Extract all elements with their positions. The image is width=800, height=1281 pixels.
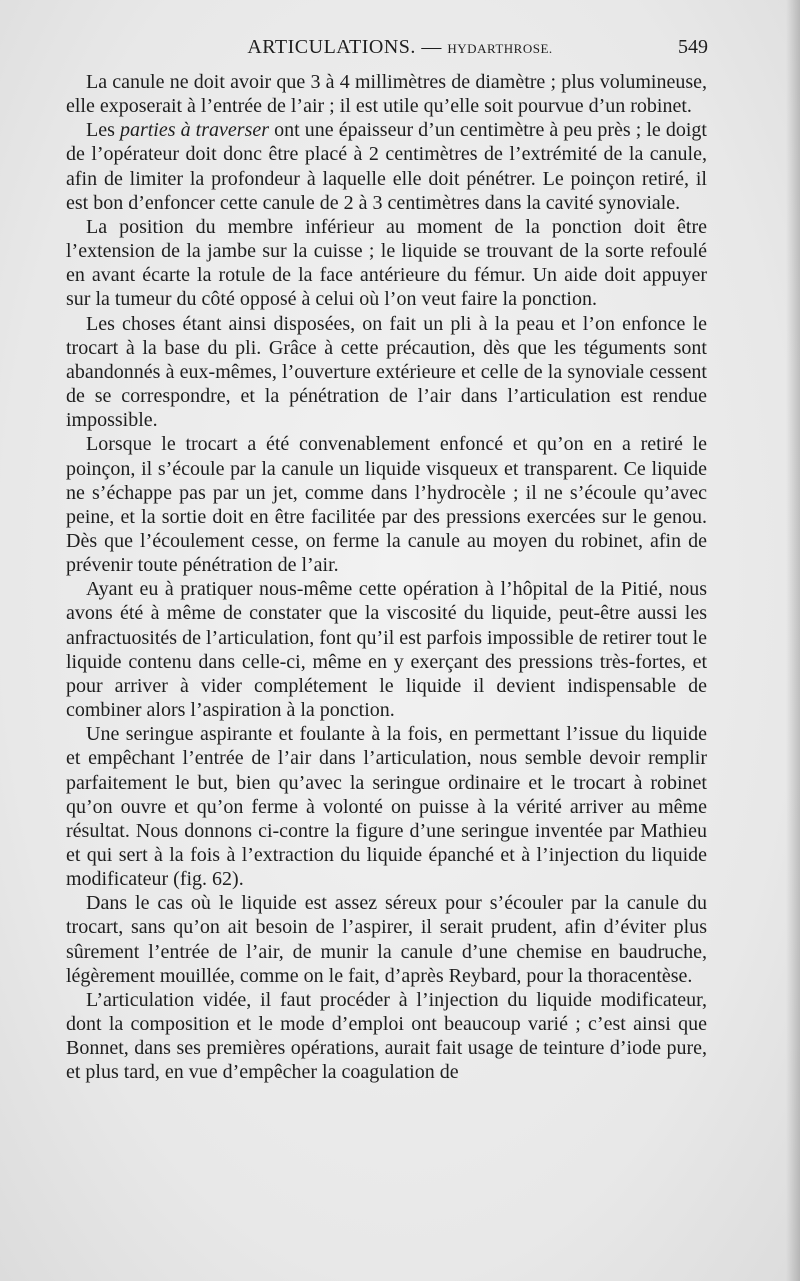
page-number: 549: [678, 36, 708, 58]
running-head-subtitle: HYDARTHROSE.: [447, 41, 553, 56]
running-head-title: ARTICULATIONS.: [247, 36, 416, 58]
paragraph-body-text: ont une épaisseur d’un centimètre à peu près ; le doigt de l’opérateur doit donc être placé à 2 centimètres de l’extrémité de la canule, afin de limiter la profondeur à laquelle elle doit pénétrer. Le poinçon retiré, il est bon d’enfoncer cette canule de 2 à 3 centimètres dans la cavité synoviale.: [66, 119, 707, 214]
paragraph-membre-position: La position du membre inférieur au moment de la ponction doit être l’extension de la jambe sur la cuisse ; le liquide se trouvant de la sorte refoulé en avant écarte la rotule de la face antérieure du fémur. Un aide doit appuyer sur la tumeur du côté opposé à celui où l’on veut faire la ponction.: [66, 215, 707, 311]
italic-term: parties à traverser: [119, 119, 270, 142]
page-header: [0, 36, 800, 62]
running-head-dash: —: [421, 36, 442, 58]
paragraph-pli-peau: Les choses étant ainsi disposées, on fait un pli à la peau et l’on enfonce le trocart à la base du pli. Grâce à cette précaution, dès que les téguments sont abandonnés à eux-mêmes, l’ouverture extérieure et celle de la synoviale cessent de se correspondre, et la pénétration de l’air dans l’articulation est rendue impossible.: [66, 312, 707, 432]
paragraph-injection-modificateur: L’articulation vidée, il faut procéder à l’injection du liquide modificateur, dont la composition et le mode d’emploi ont beaucoup varié ; c’est ainsi que Bonnet, dans ses premières opérations, aurait fait usage de teinture d’iode pure, et plus tard, en vue d’empêcher la coagulation de: [66, 988, 707, 1084]
page-edge-shadow: [786, 0, 800, 1281]
paragraph-parties-a-traverser: [66, 118, 707, 215]
paragraph-canule-diameter: La canule ne doit avoir que 3 à 4 millimètres de diamètre ; plus volumineuse, elle exposerait à l’entrée de l’air ; il est utile qu’elle soit pourvue d’un robinet.: [66, 71, 707, 118]
paragraph-hopital-pitie: Ayant eu à pratiquer nous-même cette opération à l’hôpital de la Pitié, nous avons été à même de constater que la viscosité du liquide, peut-être aussi les anfractuosités de l’articulation, font qu’il est parfois impossible de retirer tout le liquide contenu dans celle-ci, même en y exerçant des pressions très-fortes, et pour arriver à vider complétement le liquide il devient indispensable de combiner alors l’aspiration à la ponction.: [66, 578, 707, 722]
paragraph-lead-text: Les: [86, 119, 120, 142]
paragraph-trocart-enfonce: Lorsque le trocart a été convenablement enfoncé et qu’on en a retiré le poinçon, il s’écoule par la canule un liquide visqueux et transparent. Ce liquide ne s’échappe pas par un jet, comme dans l’hydrocèle ; il ne s’écoule qu’avec peine, et la sortie doit en être facilitée par des pressions exercées sur le genou. Dès que l’écoulement cesse, on ferme la canule au moyen du robinet, afin de prévenir toute pénétration de l’air.: [66, 433, 707, 577]
paragraph-seringue: Une seringue aspirante et foulante à la fois, en permettant l’issue du liquide et empêchant l’entrée de l’air dans l’articulation, nous semble devoir remplir parfaitement le but, bien qu’avec la seringue ordinaire et le trocart à robinet qu’on ouvre et qu’on ferme à volonté on puisse à la vérité arriver au même résultat. Nous donnons ci-contre la figure d’une seringue inventée par Mathieu et qui sert à la fois à l’extraction du liquide épanché et à l’injection du liquide modificateur (fig. 62).: [66, 723, 707, 891]
paragraph-liquide-sereux: Dans le cas où le liquide est assez séreux pour s’écouler par la canule du trocart, sans qu’on ait besoin de l’aspirer, il serait prudent, afin d’éviter plus sûrement l’entrée de l’air, de munir la canule d’une chemise en baudruche, légèrement mouillée, comme on le fait, d’après Reybard, pour la thoracentèse.: [66, 892, 707, 987]
body-text: [66, 70, 707, 1085]
